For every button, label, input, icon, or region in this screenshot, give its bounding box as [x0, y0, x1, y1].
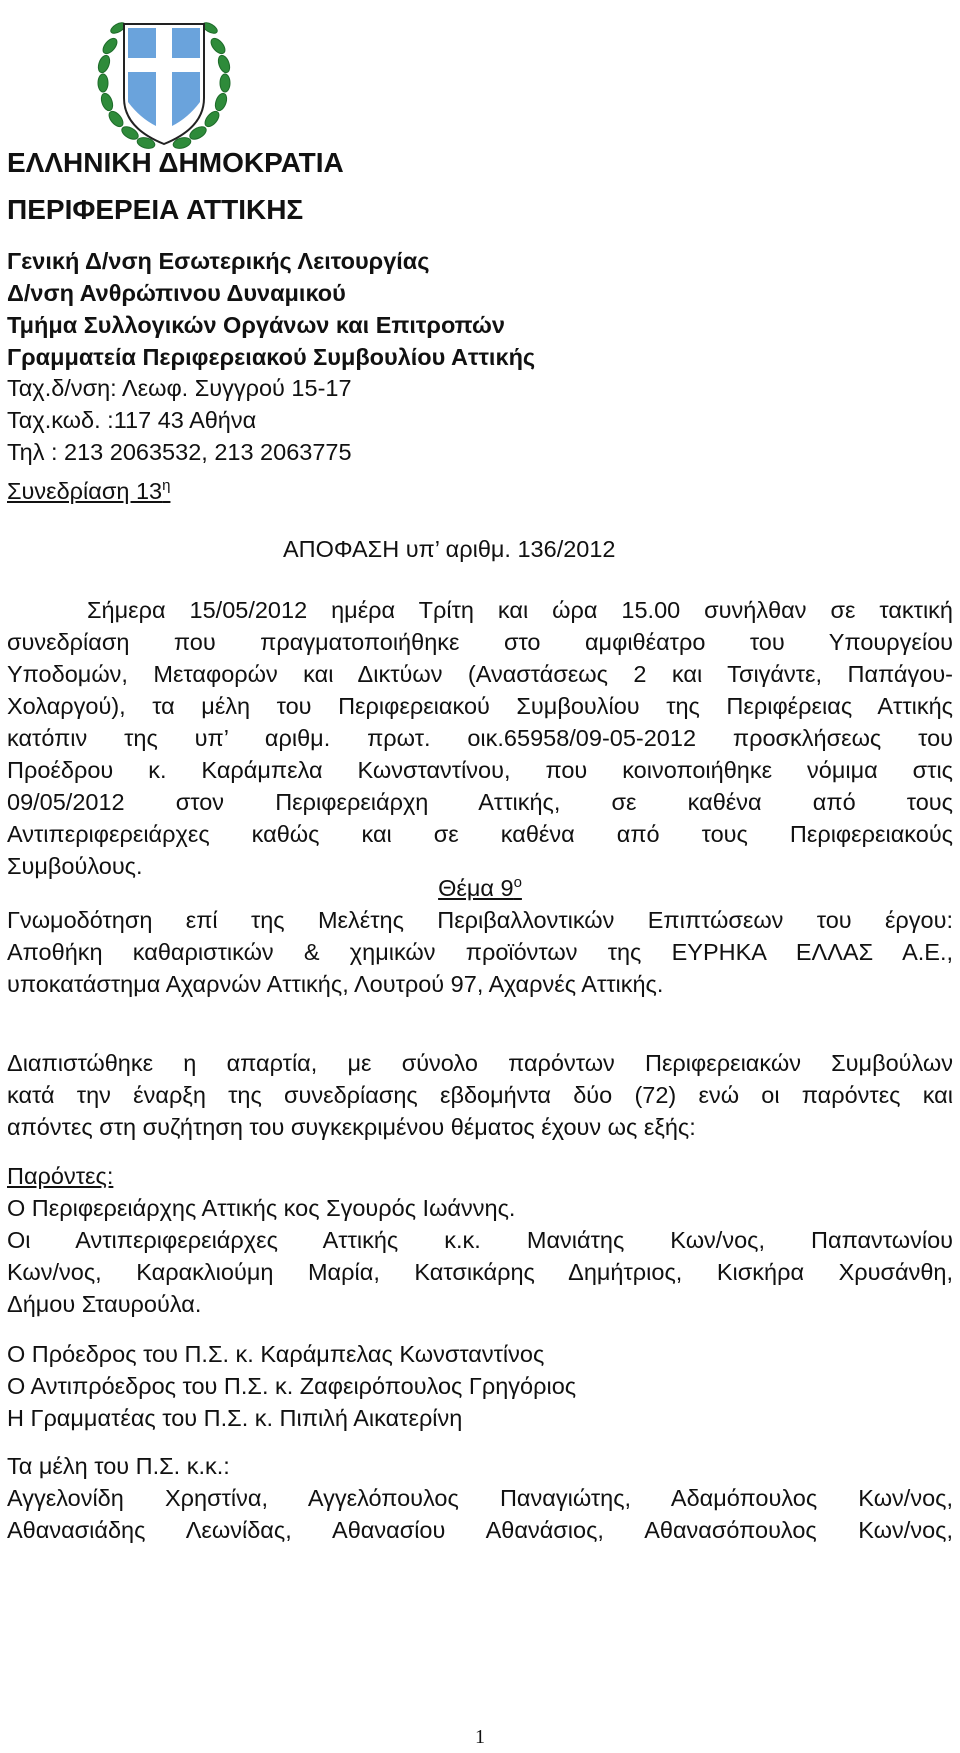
- subject-label: Θέμα 9: [438, 875, 514, 901]
- session-number: [7, 475, 953, 507]
- member-line: Αθανασιάδης Λεωνίδας, Αθανασίου Αθανάσιος, Αθανασόπουλος Κων/νος,: [7, 1517, 953, 1543]
- department-line: Γραμματεία Περιφερειακού Συμβουλίου Αττικής: [7, 344, 536, 370]
- paragraph-line: Προέδρου κ. Καράμπελα Κωνσταντίνου, που κοινοποιήθηκε νόμιμα στις: [7, 757, 953, 783]
- members-section: [7, 1450, 953, 1546]
- officer-line: Ο Πρόεδρος του Π.Σ. κ. Καράμπελας Κωνσταντίνος: [7, 1341, 545, 1367]
- paragraph-line: Αντιπεριφερειάρχες καθώς και σε καθένα από τους Περιφερειακούς: [7, 821, 953, 847]
- present-line: Κων/νος, Καρακλιούμη Μαρία, Κατσικάρης Δημήτριος, Κισκήρα Χρυσάνθη,: [7, 1259, 953, 1285]
- department-line: Γενική Δ/νση Εσωτερικής Λειτουργίας: [7, 248, 430, 274]
- present-line: Οι Αντιπεριφερειάρχες Αττικής κ.κ. Μανιάτης Κων/νος, Παπαντωνίου: [7, 1227, 953, 1253]
- department-line: Δ/νση Ανθρώπινου Δυναμικού: [7, 280, 346, 306]
- quorum-paragraph: [7, 1047, 953, 1143]
- intro-paragraph: [7, 594, 953, 882]
- paragraph-line: Σήμερα 15/05/2012 ημέρα Τρίτη και ώρα 15.00 συνήλθαν σε τακτική: [87, 597, 953, 623]
- contact-line: Τηλ : 213 2063532, 213 2063775: [7, 439, 352, 465]
- contact-line: Ταχ.δ/νση: Λεωφ. Συγγρού 15-17: [7, 375, 352, 401]
- session-suffix: η: [162, 477, 171, 495]
- officer-line: Ο Αντιπρόεδρος του Π.Σ. κ. Ζαφειρόπουλος Γρηγόριος: [7, 1373, 577, 1399]
- present-section: [7, 1160, 953, 1320]
- subject-suffix: ο: [513, 874, 522, 892]
- session-label: Συνεδρίαση 13: [7, 478, 163, 504]
- present-line: Δήμου Σταυρούλα.: [7, 1291, 202, 1317]
- department-line: Τμήμα Συλλογικών Οργάνων και Επιτροπών: [7, 312, 505, 338]
- officers-list: [7, 1338, 953, 1434]
- department-list: [7, 245, 953, 373]
- subject-line: Αποθήκη καθαριστικών & χημικών προϊόντων της ΕΥΡΗΚΑ ΕΛΛΑΣ Α.Ε.,: [7, 939, 953, 965]
- present-heading: Παρόντες:: [7, 1163, 114, 1189]
- paragraph-line: Διαπιστώθηκε η απαρτία, με σύνολο παρόντων Περιφερειακών Συμβούλων: [7, 1050, 953, 1076]
- subject-heading: [7, 872, 953, 904]
- paragraph-line: Συμβούλους.: [7, 853, 143, 879]
- contact-info: [7, 372, 953, 468]
- member-line: Αγγελονίδη Χρηστίνα, Αγγελόπουλος Παναγιώτης, Αδαμόπουλος Κων/νος,: [7, 1485, 953, 1511]
- greek-coat-of-arms-icon: [88, 6, 240, 158]
- country-heading: ΕΛΛΗΝΙΚΗ ΔΗΜΟΚΡΑΤΙΑ: [7, 147, 344, 178]
- subject-line: υποκατάστημα Αχαρνών Αττικής, Λουτρού 97, Αχαρνές Αττικής.: [7, 971, 664, 997]
- paragraph-line: Χολαργού), τα μέλη του Περιφερειακού Συμβουλίου της Περιφέρειας Αττικής: [7, 693, 953, 719]
- paragraph-line: Υποδομών, Μεταφορών και Δικτύων (Αναστάσεως 2 και Τσιγάντε, Παπάγου-: [7, 661, 953, 687]
- page-number: 1: [475, 1726, 485, 1748]
- region-heading: ΠΕΡΙΦΕΡΕΙΑ ΑΤΤΙΚΗΣ: [7, 194, 304, 225]
- subject-line: Γνωμοδότηση επί της Μελέτης Περιβαλλοντικών Επιπτώσεων του έργου:: [7, 907, 953, 933]
- contact-line: Ταχ.κωδ. :117 43 Αθήνα: [7, 407, 257, 433]
- paragraph-line: απόντες στη συζήτηση του συγκεκριμένου θέματος έχουν ως εξής:: [7, 1114, 696, 1140]
- paragraph-line: 09/05/2012 στον Περιφερειάρχη Αττικής, σε καθένα από τους: [7, 789, 953, 815]
- officer-line: Η Γραμματέας του Π.Σ. κ. Πιπιλή Αικατερίνη: [7, 1405, 463, 1431]
- members-heading: Τα μέλη του Π.Σ. κ.κ.:: [7, 1453, 230, 1479]
- present-line: Ο Περιφερειάρχης Αττικής κος Σγουρός Ιωάννης.: [7, 1195, 516, 1221]
- paragraph-line: κατά την έναρξη της συνεδρίασης εβδομήντα δύο (72) ενώ οι παρόντες και: [7, 1082, 953, 1108]
- decision-title: ΑΠΟΦΑΣΗ υπ’ αριθμ. 136/2012: [283, 536, 616, 562]
- paragraph-line: κατόπιν της υπ’ αριθμ. πρωτ. οικ.65958/09-05-2012 προσκλήσεως του: [7, 725, 953, 751]
- paragraph-line: συνεδρίαση που πραγματοποιήθηκε στο αμφιθέατρο του Υπουργείου: [7, 629, 953, 655]
- subject-text: [7, 904, 953, 1000]
